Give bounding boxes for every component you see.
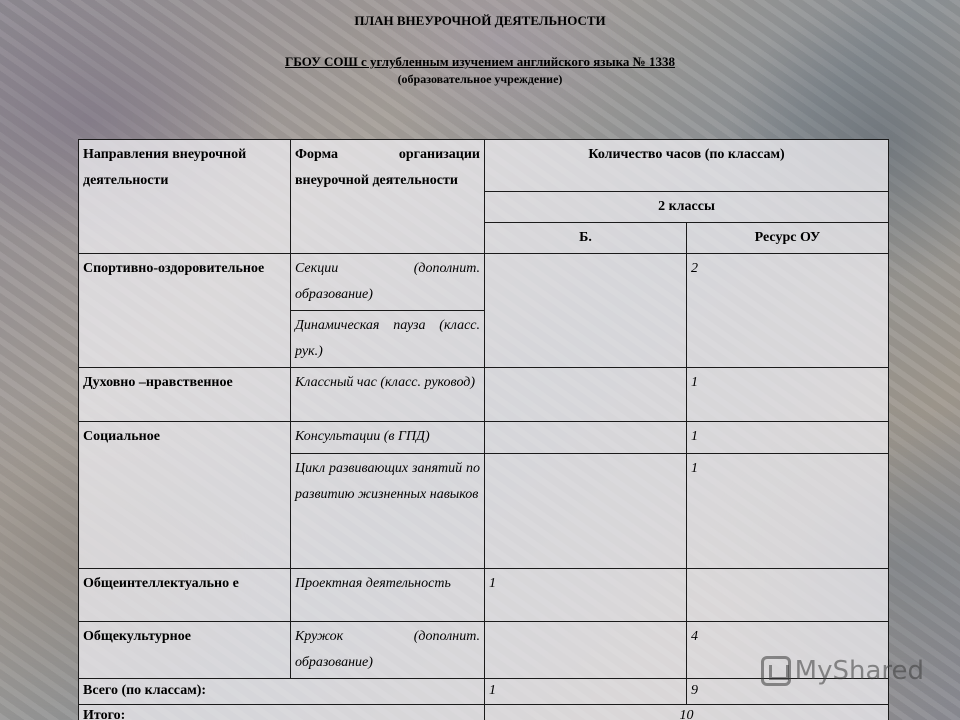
direction-social: Социальное [79, 422, 291, 569]
header-grade: 2 классы [485, 192, 889, 223]
cell-sport-b [485, 254, 687, 368]
header-direction: Направления внеурочной деятельности [79, 140, 291, 254]
table-row [79, 368, 889, 422]
direction-cultural: Общекультурное [79, 622, 291, 679]
cell-cultural-resource: 4 [687, 622, 889, 679]
direction-sport: Спортивно-оздоровительное [79, 254, 291, 368]
cell-cultural-b [485, 622, 687, 679]
total-resource: 9 [687, 679, 889, 705]
total-b: 1 [485, 679, 687, 705]
header-form: Форма организации внеурочной деятельности [291, 140, 485, 254]
header-col-b: Б. [485, 223, 687, 254]
form-sport-pause: Динамическая пауза (класс. рук.) [291, 311, 485, 368]
cell-social-b2 [485, 454, 687, 569]
cell-intellectual-resource [687, 569, 889, 622]
school-name: ГБОУ СОШ с углубленным изучением английского языка № 1338 [285, 54, 675, 69]
cell-sport-resource: 2 [687, 254, 889, 368]
watermark-text: MyShared [794, 656, 924, 686]
form-social-consult: Консультации (в ГПД) [291, 422, 485, 454]
header-col-resource: Ресурс ОУ [687, 223, 889, 254]
cell-social-b1 [485, 422, 687, 454]
direction-intellectual: Общеинтеллектуально е [79, 569, 291, 622]
table-row [79, 569, 889, 622]
cell-social-resource2: 1 [687, 454, 889, 569]
form-spiritual: Классный час (класс. руковод) [291, 368, 485, 422]
myshared-logo-icon [761, 656, 791, 686]
total-by-class-label: Всего (по классам): [79, 679, 485, 705]
cell-spiritual-resource: 1 [687, 368, 889, 422]
cell-intellectual-b: 1 [485, 569, 687, 622]
form-intellectual: Проектная деятельность [291, 569, 485, 622]
grand-total-label: Итого: [79, 705, 485, 720]
table-row [79, 140, 889, 192]
table-row [79, 422, 889, 454]
table-row [79, 705, 889, 720]
myshared-watermark [761, 656, 924, 686]
activity-plan-table [78, 139, 889, 720]
form-social-cycle: Цикл развивающих занятий по развитию жизненных навыков [291, 454, 485, 569]
form-sport-sections: Секции (дополнит. образование) [291, 254, 485, 311]
form-cultural: Кружок (дополнит. образование) [291, 622, 485, 679]
school-note: (образовательное учреждение) [397, 72, 563, 86]
grand-total-value: 10 [485, 705, 889, 720]
table-row [79, 254, 889, 311]
document-title: ПЛАН ВНЕУРОЧНОЙ ДЕЯТЕЛЬНОСТИ [354, 13, 606, 28]
header-hours: Количество часов (по классам) [485, 140, 889, 192]
cell-social-resource1: 1 [687, 422, 889, 454]
cell-spiritual-b [485, 368, 687, 422]
direction-spiritual: Духовно –нравственное [79, 368, 291, 422]
